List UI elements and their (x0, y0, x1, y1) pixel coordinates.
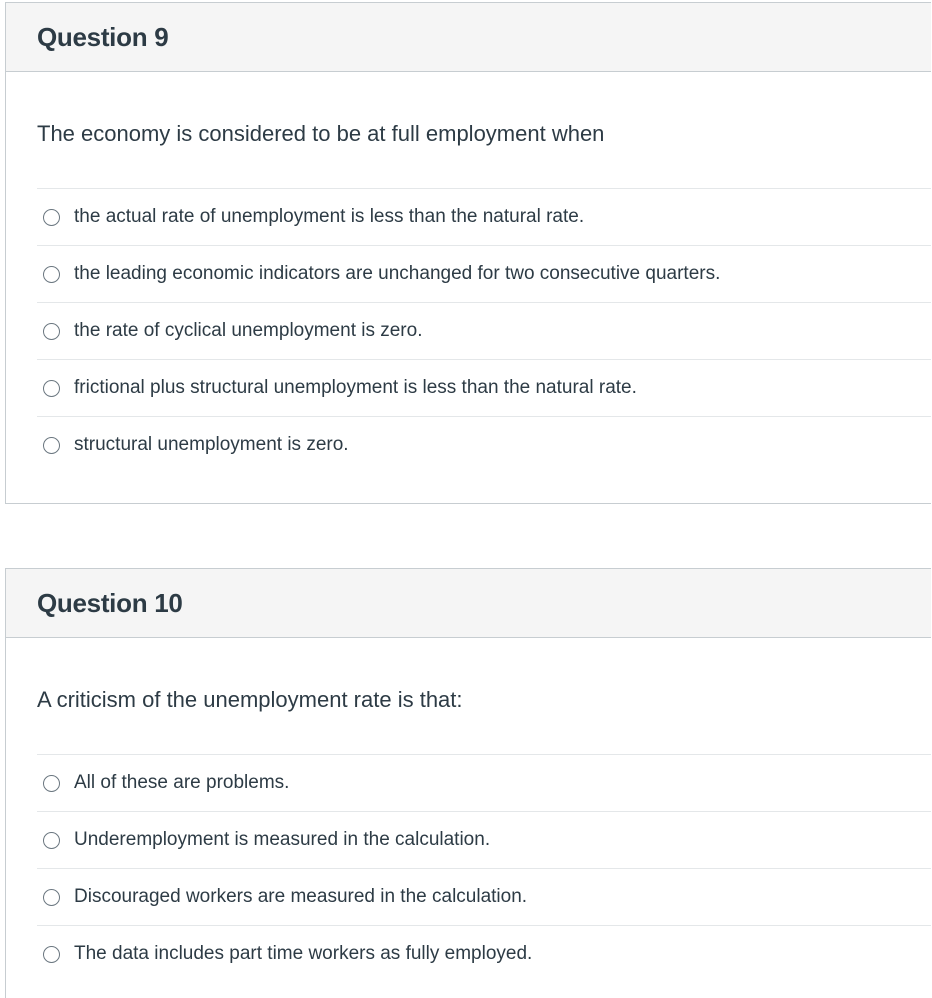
answer-list (37, 188, 931, 473)
answer-option[interactable] (37, 811, 931, 868)
answer-label: the actual rate of unemployment is less than the natural rate. (74, 206, 585, 227)
answer-option[interactable] (37, 359, 931, 416)
answer-option[interactable] (37, 925, 931, 982)
question-header (6, 569, 931, 638)
radio-button[interactable] (43, 775, 60, 792)
answer-option[interactable] (37, 188, 931, 245)
question-header (6, 3, 931, 72)
answer-label: the leading economic indicators are unchanged for two consecutive quarters. (74, 263, 721, 284)
radio-button[interactable] (43, 380, 60, 397)
answer-label: frictional plus structural unemployment is less than the natural rate. (74, 377, 637, 398)
answer-label: structural unemployment is zero. (74, 434, 349, 455)
answer-option[interactable] (37, 754, 931, 811)
question-title: Question 9 (37, 21, 169, 52)
radio-button[interactable] (43, 266, 60, 283)
question-prompt: The economy is considered to be at full employment when (37, 121, 605, 146)
question-9-card (5, 2, 931, 504)
radio-button[interactable] (43, 946, 60, 963)
answer-label: the rate of cyclical unemployment is zero. (74, 320, 423, 341)
answer-label: All of these are problems. (74, 772, 290, 793)
answer-option[interactable] (37, 868, 931, 925)
answer-label: Discouraged workers are measured in the calculation. (74, 886, 528, 907)
answer-option[interactable] (37, 302, 931, 359)
radio-button[interactable] (43, 209, 60, 226)
question-10-card (5, 568, 931, 998)
answer-list (37, 754, 931, 982)
answer-label: Underemployment is measured in the calculation. (74, 829, 491, 850)
question-prompt: A criticism of the unemployment rate is that: (37, 687, 463, 712)
radio-button[interactable] (43, 832, 60, 849)
answer-label: The data includes part time workers as fully employed. (74, 943, 533, 964)
question-title: Question 10 (37, 587, 183, 618)
radio-button[interactable] (43, 323, 60, 340)
answer-option[interactable] (37, 416, 931, 473)
answer-option[interactable] (37, 245, 931, 302)
radio-button[interactable] (43, 437, 60, 454)
radio-button[interactable] (43, 889, 60, 906)
